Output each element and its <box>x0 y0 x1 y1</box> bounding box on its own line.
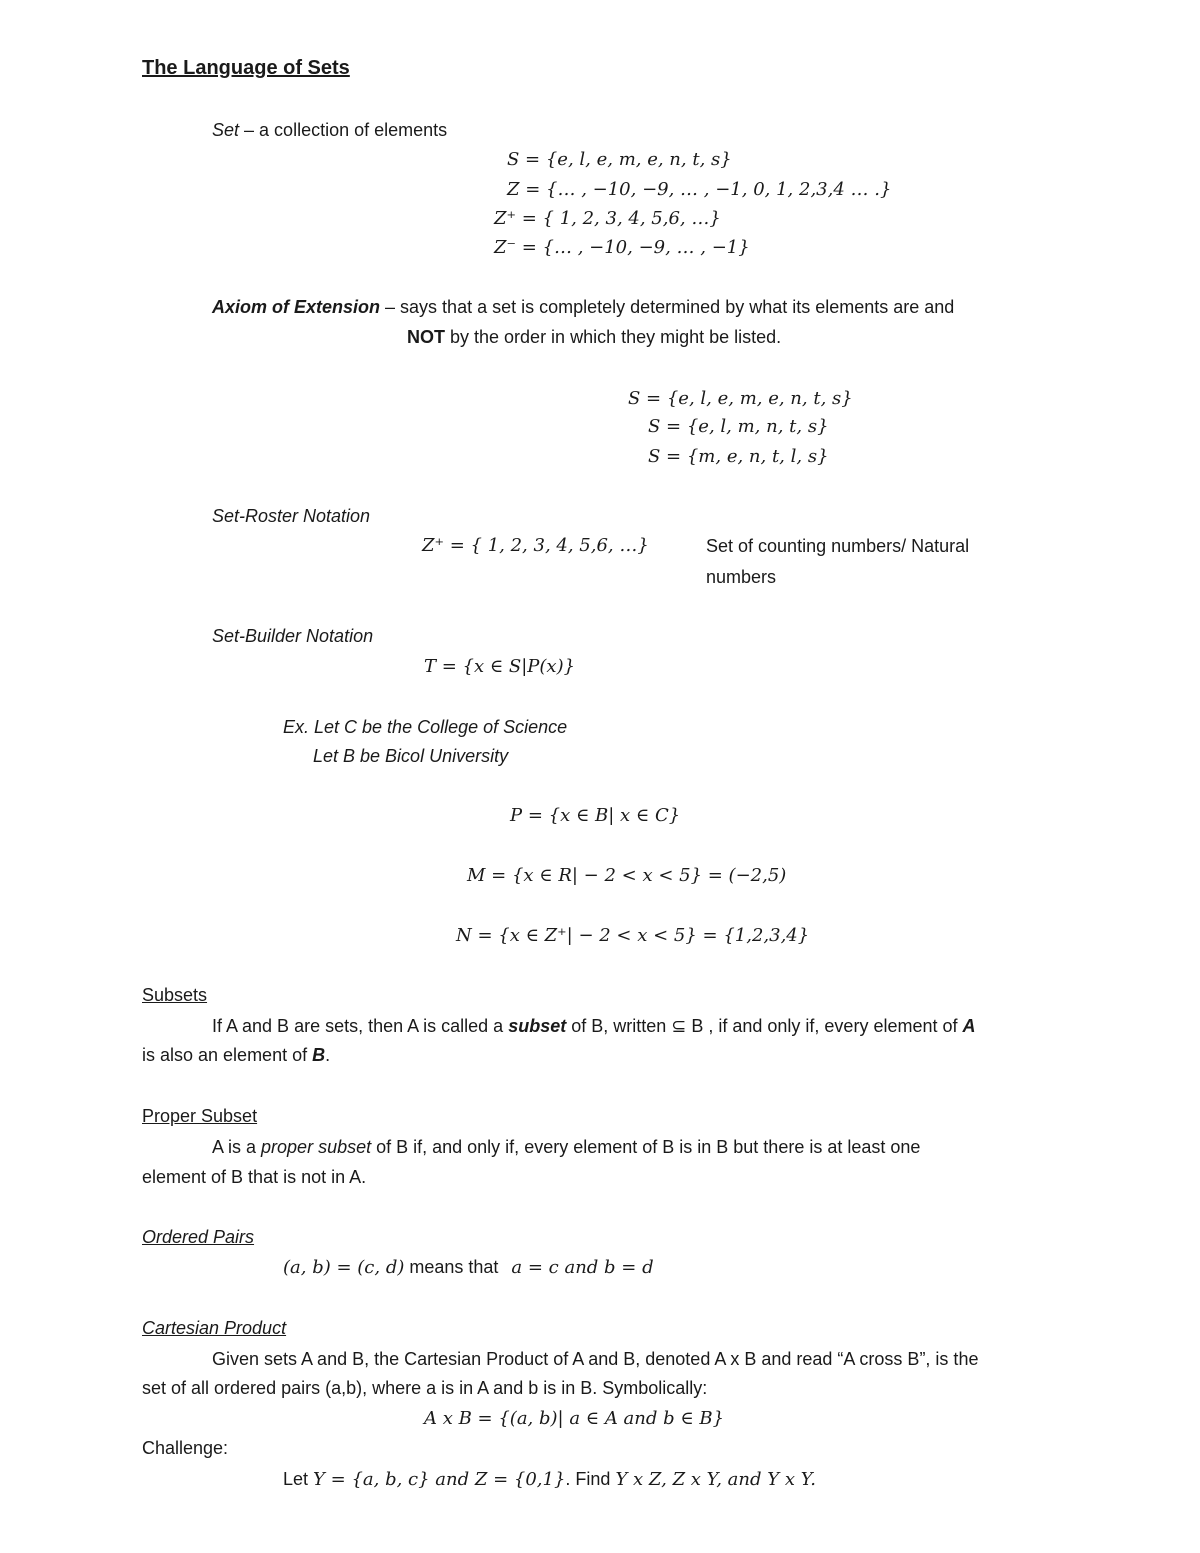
challenge-problem: Let Y = {a, b, c} and Z = {0,1}. Find Y x Z, Z x Y, and Y x Y. <box>283 1469 817 1490</box>
cartesian-formula: A x B = {(a, b)| a ∈ A and b ∈ B} <box>424 1408 725 1429</box>
formula-set-Zplus: Z⁺ = { 1, 2, 3, 4, 5,6, …} <box>494 208 721 229</box>
page-title: The Language of Sets <box>142 57 350 79</box>
axiom-formula-2: S = {e, l, m, n, t, s} <box>648 416 829 437</box>
builder-example-cont: Let B be Bicol University <box>313 746 509 766</box>
roster-formula: Z⁺ = { 1, 2, 3, 4, 5,6, …} <box>422 535 649 556</box>
roster-heading: Set-Roster Notation <box>212 506 371 526</box>
formula-set-P: P = {x ∈ B| x ∈ C} <box>510 805 681 826</box>
cartesian-definition: Given sets A and B, the Cartesian Product of A and B, denoted A x B and read “A cross B”, is the <box>212 1349 979 1369</box>
builder-formula: T = {x ∈ S|P(x)} <box>424 656 576 677</box>
subsets-definition-cont: is also an element of B. <box>142 1045 331 1065</box>
roster-note-cont: numbers <box>706 567 777 587</box>
subsets-definition: If A and B are sets, then A is called a subset of B, written ⊆ B , if and only if, every element of A <box>212 1016 976 1036</box>
axiom-formula-1: S = {e, l, e, m, e, n, t, s} <box>628 388 853 409</box>
formula-set-S: S = {e, l, e, m, e, n, t, s} <box>507 149 732 170</box>
ordered-pairs-heading: Ordered Pairs <box>142 1227 255 1247</box>
roster-note: Set of counting numbers/ Natural <box>706 536 970 556</box>
proper-subset-definition: A is a proper subset of B if, and only if, every element of B is in B but there is at least one <box>212 1137 921 1157</box>
set-definition: Set – a collection of elements <box>212 120 448 140</box>
ordered-pairs-formula: (a, b) = (c, d) means that a = c and b = d <box>283 1257 654 1278</box>
challenge-label: Challenge: <box>142 1438 229 1458</box>
cartesian-heading: Cartesian Product <box>142 1318 287 1338</box>
axiom-formula-3: S = {m, e, n, t, l, s} <box>648 446 829 467</box>
cartesian-definition-cont: set of all ordered pairs (a,b), where a is in A and b is in B. Symbolically: <box>142 1378 708 1398</box>
axiom-definition: Axiom of Extension – says that a set is completely determined by what its elements are and <box>212 297 955 317</box>
formula-set-Zminus: Z⁻ = {… , −10, −9, … , −1} <box>494 237 750 258</box>
proper-subset-definition-cont: element of B that is not in A. <box>142 1167 367 1187</box>
proper-subset-heading: Proper Subset <box>142 1106 258 1126</box>
subsets-heading: Subsets <box>142 985 208 1005</box>
formula-set-N: N = {x ∈ Z⁺| − 2 < x < 5} = {1,2,3,4} <box>456 925 810 946</box>
builder-heading: Set-Builder Notation <box>212 626 374 646</box>
axiom-definition-cont: NOT by the order in which they might be listed. <box>407 327 782 347</box>
formula-set-Z: Z = {… , −10, −9, … , −1, 0, 1, 2,3,4 … .} <box>507 179 892 200</box>
builder-example: Ex. Let C be the College of Science <box>283 717 568 737</box>
formula-set-M: M = {x ∈ R| − 2 < x < 5} = (−2,5) <box>467 865 787 886</box>
